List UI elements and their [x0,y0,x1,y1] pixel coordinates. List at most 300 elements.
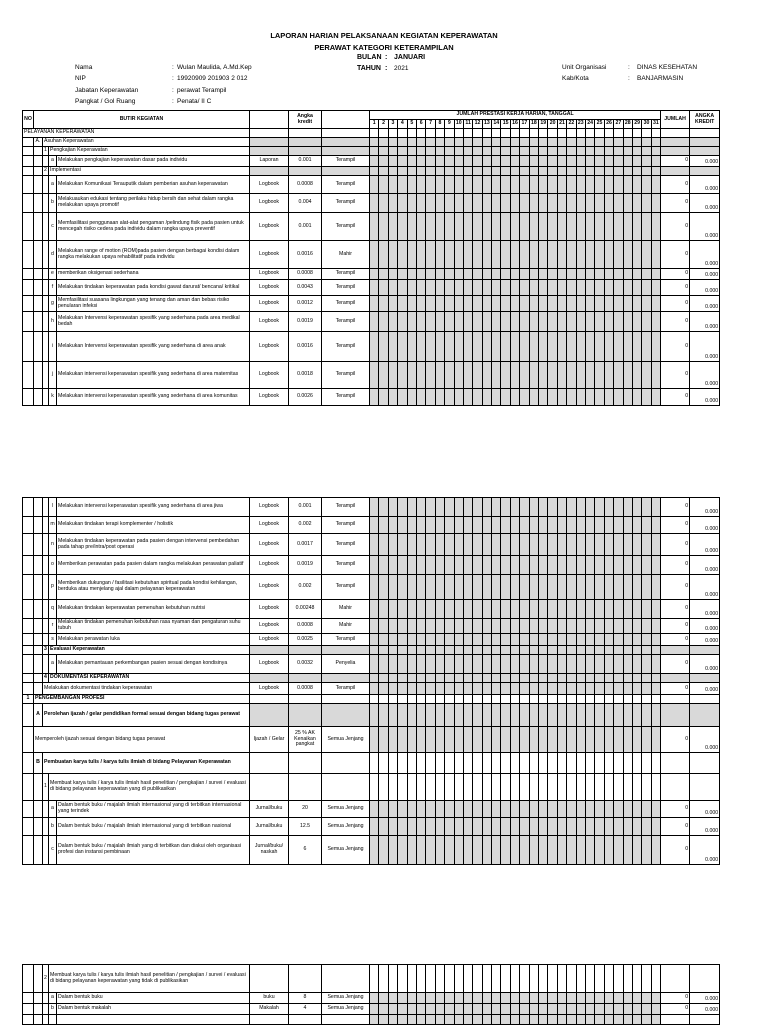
day-cell [632,213,641,241]
day-cell [557,176,566,194]
item-key: a [49,655,57,674]
day-cell [632,269,641,280]
day-cell [557,753,566,774]
day-cell [529,296,538,312]
day-cell [548,1015,557,1025]
day-cell [370,646,379,655]
day-cell [473,683,482,695]
day-cell [454,655,463,674]
day-cell [473,619,482,634]
day-cell [416,213,425,241]
day-cell [473,727,482,753]
item-unit: Logbook [250,655,289,674]
day-cell [529,619,538,634]
item-angka-kredit: 0.0008 [289,619,322,634]
day-cell [463,534,472,556]
day-cell [492,704,501,727]
day-number-21: 21 [557,120,566,129]
day-cell [576,600,585,619]
day-cell [539,704,548,727]
day-cell [539,727,548,753]
item-description: Dalam bentuk makalah [57,1004,250,1015]
day-cell [567,156,576,167]
day-cell [548,753,557,774]
day-cell [642,1015,651,1025]
day-cell [529,534,538,556]
pengembangan-code: 1 [23,695,34,704]
day-cell [567,646,576,655]
day-cell [370,993,379,1004]
activity-table-1 [22,110,720,406]
day-cell [567,556,576,575]
day-cell [548,147,557,156]
day-cell [651,801,660,818]
indent-cell [34,213,43,241]
day-cell [576,156,585,167]
day-cell [557,646,566,655]
day-cell [623,269,632,280]
day-cell [407,241,416,269]
day-cell [651,517,660,534]
day-cell [651,655,660,674]
day-number-15: 15 [501,120,510,129]
day-cell [501,534,510,556]
item-unit: Logbook [250,176,289,194]
day-cell [529,634,538,646]
day-cell [539,269,548,280]
karya-title: Pembuatan karya tulis / karya tulis ilmiah di bidang Pelayanan Keperawatan [43,753,250,774]
day-cell [454,296,463,312]
day-cell [388,156,397,167]
day-cell [398,801,407,818]
indent-cell [23,498,34,517]
day-cell [632,517,641,534]
day-cell [416,575,425,600]
day-cell [557,683,566,695]
day-cell [567,704,576,727]
day-cell [520,801,529,818]
day-cell [407,836,416,865]
day-cell [501,695,510,704]
day-cell [585,683,594,695]
indent-cell [23,167,34,176]
day-cell [642,575,651,600]
day-cell [492,683,501,695]
item-description: Melakukan perawatan luka [57,634,250,646]
day-cell [463,993,472,1004]
day-cell [651,241,660,269]
day-cell [492,818,501,836]
day-cell [473,389,482,406]
day-cell [632,312,641,332]
item-pelaksana: Semua Jenjang [322,993,370,1004]
pangkat-colon: : [172,98,174,105]
day-cell [632,147,641,156]
pred-cell [322,704,370,727]
day-cell [623,213,632,241]
day-cell [595,498,604,517]
day-cell [585,801,594,818]
day-cell [529,704,538,727]
day-cell [520,156,529,167]
indent-cell [23,269,34,280]
day-cell [407,801,416,818]
item-total-ak: 0.000 [690,534,720,556]
day-cell [557,600,566,619]
day-cell [632,389,641,406]
day-cell [501,362,510,389]
day-cell [492,176,501,194]
day-cell [398,147,407,156]
day-cell [416,534,425,556]
day-cell [614,213,623,241]
item-angka-kredit: 0.001 [289,156,322,167]
day-cell [585,704,594,727]
day-cell [642,634,651,646]
day-cell [520,147,529,156]
item-angka-kredit: 0.001 [289,213,322,241]
day-cell [548,269,557,280]
pred-cell [322,646,370,655]
day-cell [492,1015,501,1025]
angka-cell [289,129,322,138]
day-cell [388,1004,397,1015]
day-number-14: 14 [492,120,501,129]
day-cell [379,727,388,753]
day-cell [482,269,491,280]
day-cell [416,280,425,296]
day-cell [576,965,585,993]
day-cell [529,517,538,534]
day-cell [567,213,576,241]
col-prestasi-header: JUMLAH PRESTASI KERJA HARIAN, TANGGAL [370,111,661,120]
day-cell [501,296,510,312]
day-cell [492,312,501,332]
item-key: m [49,517,57,534]
day-cell [576,167,585,176]
day-cell [398,498,407,517]
day-cell [482,655,491,674]
day-cell [416,801,425,818]
day-cell [623,147,632,156]
item-unit: Logbook [250,517,289,534]
jumlah-cell [661,753,690,774]
day-cell [595,683,604,695]
day-cell [454,683,463,695]
day-cell [510,634,519,646]
day-cell [407,138,416,147]
day-cell [492,695,501,704]
pred-cell [322,138,370,147]
day-cell [473,818,482,836]
day-cell [548,801,557,818]
day-cell [520,269,529,280]
item-total-ak: 0.000 [690,655,720,674]
indent-cell [34,147,43,156]
day-cell [520,129,529,138]
col-ak-header: ANGKA KREDIT [690,111,720,129]
day-cell [407,296,416,312]
item-angka-kredit: 0.002 [289,517,322,534]
day-cell [510,753,519,774]
day-cell [379,167,388,176]
item-pelaksana: Semua Jenjang [322,836,370,865]
day-cell [501,498,510,517]
day-cell [557,213,566,241]
day-cell [510,600,519,619]
day-cell [614,619,623,634]
day-cell [548,556,557,575]
day-cell [492,619,501,634]
day-cell [445,836,454,865]
day-cell [623,774,632,801]
item-pelaksana: Terampil [322,280,370,296]
day-cell [567,517,576,534]
day-cell [651,194,660,213]
day-cell [539,517,548,534]
day-cell [454,176,463,194]
day-cell [539,312,548,332]
day-cell [548,818,557,836]
indent-cell [23,753,34,774]
day-cell [501,194,510,213]
day-cell [463,280,472,296]
jabatan-colon: : [172,87,174,94]
day-cell [379,241,388,269]
item-total-ak: 0.000 [690,575,720,600]
item-unit: Logbook [250,683,289,695]
day-cell [614,517,623,534]
kab-value: BANJARMASIN [637,75,684,82]
pred-cell [322,167,370,176]
day-cell [501,167,510,176]
day-cell [379,362,388,389]
day-cell [548,774,557,801]
item-pelaksana: Terampil [322,534,370,556]
day-cell [567,575,576,600]
day-cell [398,176,407,194]
day-cell [388,801,397,818]
col-no-header: NO [23,111,34,129]
bulan-value: JANUARI [394,54,426,61]
day-cell [454,1004,463,1015]
day-cell [651,129,660,138]
day-cell [492,727,501,753]
day-cell [595,1004,604,1015]
item-total-ak: 0.000 [690,634,720,646]
day-cell [482,213,491,241]
day-cell [585,269,594,280]
day-cell [388,575,397,600]
day-cell [482,312,491,332]
sub4-title: DOKUMENTASI KEPERAWATAN [49,674,250,683]
item-description: Memfasilitasi penggunaan alat-alat pengaman /pelindung fisik pada pasien untuk mencegah risiko cedera pada individu dalam rangka upaya preventif [57,213,250,241]
day-cell [585,332,594,362]
col-unit-header [250,111,289,129]
day-cell [632,818,641,836]
day-cell [539,129,548,138]
item-angka-kredit: 12.5 [289,818,322,836]
day-cell [492,167,501,176]
day-cell [463,517,472,534]
indent-cell [23,727,34,753]
day-cell [567,695,576,704]
day-cell [435,138,444,147]
day-cell [398,241,407,269]
item-unit: Jurnal/buku/ naskah [250,836,289,865]
day-cell [398,600,407,619]
day-cell [604,167,613,176]
indent-cell [23,634,34,646]
day-cell [576,575,585,600]
item-total-ak: 0.000 [690,498,720,517]
day-cell [473,534,482,556]
item-description: Melakukan tindakan pemenuhan kebutuhan rasa nyaman dan pengaturan suhu tubuh [57,619,250,634]
day-cell [445,167,454,176]
day-cell [510,156,519,167]
day-cell [426,704,435,727]
day-cell [529,167,538,176]
day-cell [510,556,519,575]
day-cell [454,129,463,138]
day-cell [567,241,576,269]
day-cell [557,695,566,704]
day-cell [642,534,651,556]
indent-cell [34,269,43,280]
day-cell [623,129,632,138]
day-cell [614,1015,623,1025]
day-cell [463,1004,472,1015]
jabatan-value: perawat Terampil [177,87,227,94]
day-cell [435,753,444,774]
day-cell [642,280,651,296]
day-cell [463,674,472,683]
day-cell [501,280,510,296]
day-cell [416,634,425,646]
day-cell [492,965,501,993]
day-cell [614,534,623,556]
day-cell [548,683,557,695]
day-cell [463,556,472,575]
day-cell [614,727,623,753]
day-cell [416,517,425,534]
day-cell [623,646,632,655]
day-cell [407,753,416,774]
day-cell [557,138,566,147]
day-cell [482,241,491,269]
day-cell [416,147,425,156]
item-jumlah: 0 [661,332,690,362]
indent-cell [23,965,34,993]
ak-cell [690,704,720,727]
day-cell [539,332,548,362]
item-unit: Logbook [250,296,289,312]
item-total-ak: 0.000 [690,801,720,818]
day-cell [614,993,623,1004]
day-cell [632,704,641,727]
day-cell [651,147,660,156]
day-cell [623,138,632,147]
day-cell [407,280,416,296]
day-cell [435,534,444,556]
day-cell [416,332,425,362]
item-description: Melakukan intervensi keperawatan spesifik yang sederhana di area jiwa [57,498,250,517]
item-key: a [49,801,57,818]
item-jumlah: 0 [661,241,690,269]
day-cell [604,683,613,695]
day-cell [445,704,454,727]
item-total-ak: 0.000 [690,213,720,241]
day-cell [585,312,594,332]
day-cell [398,517,407,534]
day-cell [379,704,388,727]
day-cell [454,517,463,534]
day-cell [388,727,397,753]
day-cell [585,993,594,1004]
item-jumlah: 0 [661,389,690,406]
item-angka-kredit: 0.0008 [289,269,322,280]
unit-cell [250,774,289,801]
day-cell [407,619,416,634]
day-cell [548,156,557,167]
day-cell [529,269,538,280]
day-number-1: 1 [370,120,379,129]
day-cell [435,362,444,389]
day-cell [407,517,416,534]
day-cell [529,332,538,362]
day-cell [585,534,594,556]
day-number-22: 22 [567,120,576,129]
day-cell [520,683,529,695]
indent-cell [34,176,43,194]
day-cell [463,727,472,753]
item-angka-kredit: 8 [289,993,322,1004]
day-cell [388,534,397,556]
day-cell [642,332,651,362]
day-cell [520,655,529,674]
day-cell [539,575,548,600]
day-cell [614,312,623,332]
item-unit: Logbook [250,389,289,406]
day-cell [604,674,613,683]
day-cell [473,1004,482,1015]
day-cell [576,704,585,727]
day-cell [379,312,388,332]
day-cell [623,674,632,683]
day-cell [557,362,566,389]
nip-value: 19920909 201903 2 012 [177,75,248,82]
pred-cell [322,753,370,774]
bulan-label: BULAN [357,54,382,61]
day-cell [454,389,463,406]
day-cell [557,156,566,167]
day-cell [576,176,585,194]
day-cell [595,534,604,556]
day-number-10: 10 [454,120,463,129]
day-cell [567,389,576,406]
day-cell [370,1015,379,1025]
day-cell [463,498,472,517]
day-cell [492,534,501,556]
day-cell [482,556,491,575]
day-cell [482,704,491,727]
day-cell [576,674,585,683]
day-cell [632,695,641,704]
day-cell [595,575,604,600]
day-cell [398,156,407,167]
indent-cell [23,194,34,213]
day-cell [398,704,407,727]
